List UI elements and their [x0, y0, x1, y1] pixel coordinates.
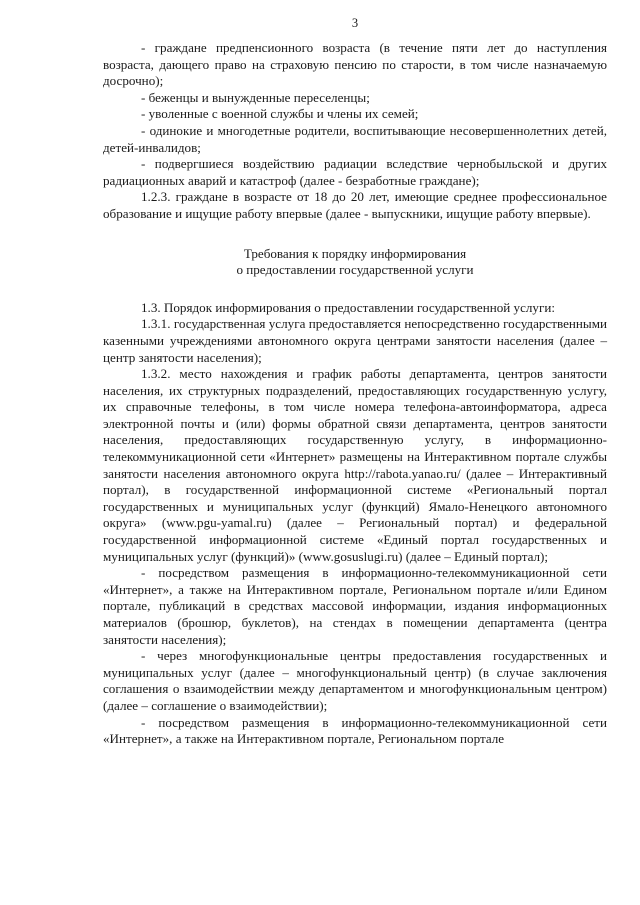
paragraph-internet-publication-2: - посредством размещения в информационно-телекоммуникационной сети «Интернет», а также на Интерактивном портале, Региональном портале	[103, 714, 607, 747]
paragraph-single-parents: - одинокие и многодетные родители, воспитывающие несовершеннолетних детей, детей-инвалидов;	[103, 122, 607, 155]
paragraph-radiation: - подвергшиеся воздействию радиации вследствие чернобыльской и других радиационных аварий и катастроф (далее - безработные граждане);	[103, 156, 607, 188]
paragraph-1-3-2: 1.3.2. место нахождения и график работы департамента, центров занятости населения, их структурных подразделений, предоставляющих государственную услугу, их справочные телефоны, в том числе номера телефона-автоинформатора, адреса электронной почты и (или) формы обратной связи департамента, центров занятости населения, предоставляющих государственную услугу, в информационно-телекоммуникационной сети «Интернет» размещены на Интерактивном портале службы занятости населения автономного округа http://rabota.yanao.ru/ (далее – Интерактивный портал), в государственной информационной системе «Региональный портал государственных и муниципальных услуг (функций) Ямало-Ненецкого автономного округа» (www.pgu-yamal.ru) (далее – Региональный портал) и федеральной государственной информационной системе «Единый портал государственных и муниципальных услуг (функций)» (www.gosuslugi.ru) (далее – Единый портал);	[103, 366, 607, 564]
paragraph-1-3: 1.3. Порядок информирования о предоставлении государственной услуги:	[141, 299, 555, 315]
paragraph-mfc: - через многофункциональные центры предоставления государственных и муниципальных услуг (далее – многофункциональный центр) (в случае заключения соглашения о взаимодействии между департаментом и многофункциональным центром) (далее – соглашение о взаимодействии);	[103, 648, 607, 713]
paragraph-1-2-3: 1.2.3. граждане в возрасте от 18 до 20 лет, имеющие среднее профессиональное образование и ищущие работу впервые (далее - выпускники, ищущие работу впервые).	[103, 189, 607, 221]
paragraph-pre-retirement: - граждане предпенсионного возраста (в течение пяти лет до наступления возраста, дающего право на страховую пенсию по старости, в том числе назначаемую досрочно);	[103, 40, 607, 89]
page-number: 3	[351, 16, 359, 30]
document-page	[103, 16, 607, 748]
section-heading-line-2: о предоставлении государственной услуги	[236, 262, 474, 278]
section-heading	[103, 246, 607, 279]
paragraph-refugees: - беженцы и вынужденные переселенцы;	[141, 89, 370, 105]
paragraph-1-3-1: 1.3.1. государственная услуга предоставляется непосредственно государственными казенными учреждениями автономного округа центрами занятости населения (далее – центр занятости населения);	[103, 316, 607, 365]
paragraph-internet-publication: - посредством размещения в информационно-телекоммуникационной сети «Интернет», а также на Интерактивном портале, Региональном портале и/или Едином портале, публикаций в средствах массовой информации, издания информационных материалов (брошюр, буклетов), на стендах в помещении департамента (центра занятости населения);	[103, 565, 607, 647]
section-heading-line-1: Требования к порядку информирования	[243, 245, 467, 261]
paragraph-military: - уволенные с военной службы и члены их семей;	[141, 106, 419, 122]
